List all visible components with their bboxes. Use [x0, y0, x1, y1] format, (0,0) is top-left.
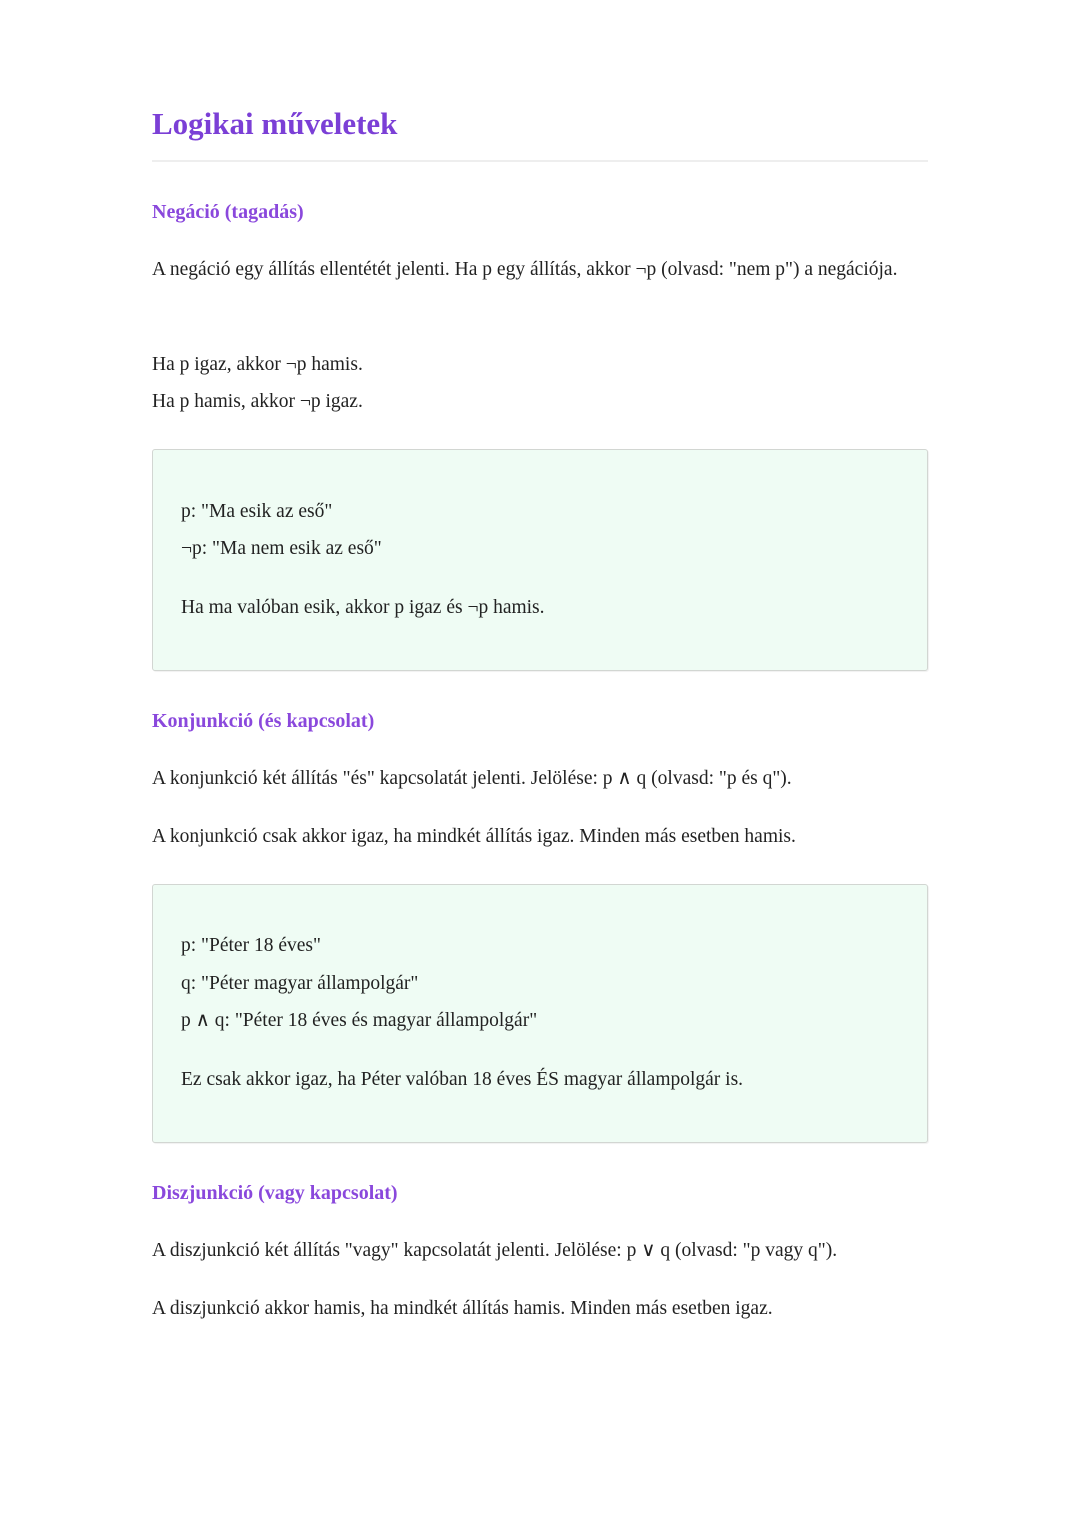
- title-divider: [152, 160, 928, 162]
- conjunction-example-line: q: "Péter magyar állampolgár": [181, 973, 419, 994]
- conjunction-definition: A konjunkció két állítás "és" kapcsolatát jelenti. Jelölése: p ∧ q (olvasd: "p és q").: [152, 768, 792, 789]
- disjunction-truth-rule: A diszjunkció akkor hamis, ha mindkét állítás hamis. Minden más esetben igaz.: [152, 1298, 773, 1319]
- conjunction-example-box: [152, 884, 928, 1143]
- conjunction-example-line: p: "Péter 18 éves": [181, 935, 321, 956]
- page-title: Logikai műveletek: [152, 106, 398, 141]
- section-heading-conjunction: Konjunkció (és kapcsolat): [152, 710, 375, 732]
- negation-example-box: [152, 449, 928, 671]
- conjunction-example-line: p ∧ q: "Péter 18 éves és magyar állampolgár": [181, 1010, 538, 1031]
- negation-example-conclusion: Ha ma valóban esik, akkor p igaz és ¬p hamis.: [181, 597, 545, 618]
- conjunction-truth-rule: A konjunkció csak akkor igaz, ha mindkét állítás igaz. Minden más esetben hamis.: [152, 826, 796, 847]
- section-heading-negation: Negáció (tagadás): [152, 201, 304, 223]
- negation-example-line: ¬p: "Ma nem esik az eső": [181, 538, 382, 559]
- negation-example-line: p: "Ma esik az eső": [181, 501, 333, 522]
- negation-rule-true: Ha p igaz, akkor ¬p hamis.: [152, 354, 363, 375]
- negation-definition: A negáció egy állítás ellentétét jelenti. Ha p egy állítás, akkor ¬p (olvasd: "nem p") a negációja.: [152, 259, 898, 280]
- negation-rule-false: Ha p hamis, akkor ¬p igaz.: [152, 391, 363, 412]
- conjunction-example-conclusion: Ez csak akkor igaz, ha Péter valóban 18 éves ÉS magyar állampolgár is.: [181, 1069, 744, 1090]
- disjunction-definition: A diszjunkció két állítás "vagy" kapcsolatát jelenti. Jelölése: p ∨ q (olvasd: "p vagy q").: [152, 1240, 838, 1261]
- section-heading-disjunction: Diszjunkció (vagy kapcsolat): [152, 1182, 398, 1204]
